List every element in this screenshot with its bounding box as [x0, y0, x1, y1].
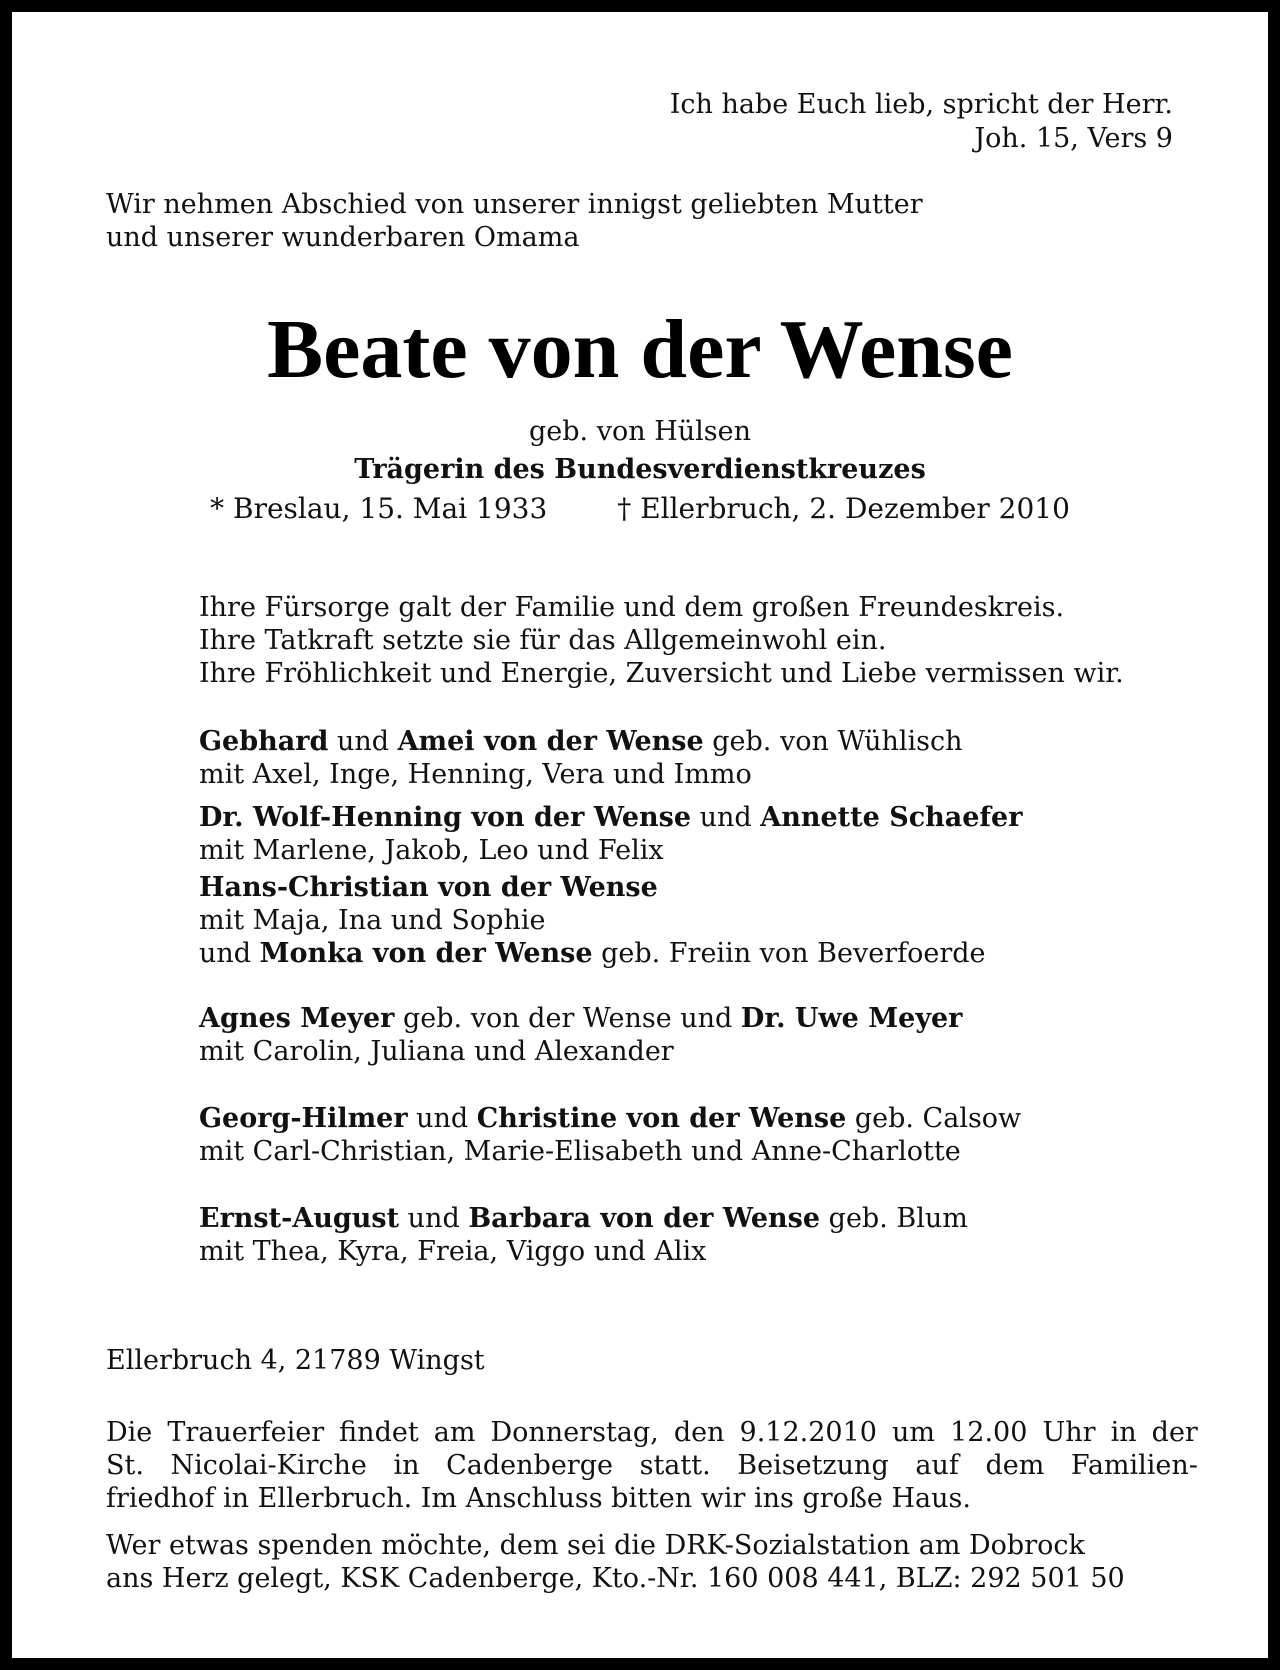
scripture-text: Ich habe Euch lieb, spricht der Herr.: [669, 89, 1173, 120]
word: den: [673, 1417, 725, 1448]
word: dem: [985, 1450, 1045, 1481]
word: Uhr: [1042, 1417, 1096, 1448]
tribute-line-3: Ihre Fröhlichkeit und Energie, Zuversicht und Liebe vermissen wir.: [199, 658, 1124, 689]
maiden-name: geb. von Hülsen: [529, 416, 751, 447]
family-group: [199, 1102, 1022, 1168]
family-text: und: [407, 1103, 477, 1134]
word: 9.12.2010: [739, 1417, 877, 1448]
word: um: [892, 1417, 936, 1448]
tribute-line-1: Ihre Fürsorge galt der Familie und dem großen Freundeskreis.: [199, 592, 1065, 623]
intro-text: [106, 188, 923, 254]
funeral-service-info: [106, 1416, 1198, 1515]
family-name-bold: Barbara von der Wense: [468, 1203, 821, 1234]
death-date: † Ellerbruch, 2. Dezember 2010: [617, 492, 1070, 525]
family-name-bold: Monka von der Wense: [259, 938, 593, 969]
scripture-quote: [670, 88, 1173, 156]
family-name-bold: Georg-Hilmer: [199, 1103, 408, 1134]
word: St.: [106, 1450, 144, 1481]
word: 12.00: [950, 1417, 1028, 1448]
family-name-bold: Christine von der Wense: [476, 1103, 847, 1134]
life-dates: [12, 492, 1268, 526]
family-name-bold: Amei von der Wense: [397, 726, 704, 757]
service-line-1: [106, 1416, 1198, 1449]
family-name-bold: Hans-Christian von der Wense: [199, 872, 658, 903]
word: statt.: [639, 1450, 711, 1481]
deceased-name: Beate von der Wense: [267, 303, 1013, 396]
family-name-bold: Dr. Uwe Meyer: [740, 1003, 963, 1034]
birth-date: * Breslau, 15. Mai 1933: [210, 492, 548, 525]
family-group: [199, 801, 1022, 867]
family-spouse-line: [199, 937, 1022, 970]
family-children-line: mit Marlene, Jakob, Leo und Felix: [199, 835, 664, 866]
family-name-bold: Ernst-August: [199, 1203, 400, 1234]
word: Beisetzung: [737, 1450, 889, 1481]
family-parents-line: [199, 1102, 1022, 1135]
intro-line-2: und unserer wunderbaren Omama: [106, 222, 580, 253]
donation-line-2: ans Herz gelegt, KSK Cadenberge, Kto.-Nr. 160 008 441, BLZ: 292 501 50: [106, 1563, 1125, 1594]
donation-info: [106, 1529, 1198, 1595]
family-parents-line: [199, 1202, 1022, 1235]
family-mourners: [199, 725, 1022, 1268]
family-group: [199, 725, 1022, 791]
honor-line: Trägerin des Bundesverdienstkreuzes: [354, 454, 926, 485]
word: Nicolai-Kirche: [170, 1450, 367, 1481]
word: Familien-: [1070, 1450, 1198, 1481]
family-text: und: [328, 726, 398, 757]
family-name-bold: Dr. Wolf-Henning von der Wense: [199, 802, 692, 833]
word: auf: [915, 1450, 959, 1481]
service-line-2: [106, 1449, 1198, 1482]
tribute-line-2: Ihre Tatkraft setzte sie für das Allgemeinwohl ein.: [199, 625, 887, 656]
family-parents-line: [199, 725, 1022, 758]
family-parents-line: [199, 1002, 1022, 1035]
family-parents-line: [199, 801, 1022, 834]
family-text: geb. von Wühlisch: [703, 726, 963, 757]
service-line-3: friedhof in Ellerbruch. Im Anschluss bitten wir ins große Haus.: [106, 1483, 971, 1514]
family-text: und: [199, 938, 260, 969]
family-name-bold: Annette Schaefer: [760, 802, 1023, 833]
word: der: [1151, 1417, 1198, 1448]
family-group: [199, 1202, 1022, 1268]
donation-line-1: Wer etwas spenden möchte, dem sei die DRK-Sozialstation am Dobrock: [106, 1530, 1085, 1561]
family-text: geb. Calsow: [846, 1103, 1022, 1134]
word: in: [393, 1450, 420, 1481]
family-text: geb. von der Wense und: [394, 1003, 741, 1034]
family-children-line: mit Thea, Kyra, Freia, Viggo und Alix: [199, 1236, 707, 1267]
word: am: [433, 1417, 476, 1448]
family-group: [199, 871, 1022, 970]
tribute-text: [199, 591, 1124, 690]
family-text: geb. Freiin von Beverfoerde: [592, 938, 986, 969]
family-children-line: mit Axel, Inge, Henning, Vera und Immo: [199, 759, 752, 790]
family-name-bold: Agnes Meyer: [199, 1003, 395, 1034]
family-children-line: mit Carolin, Juliana und Alexander: [199, 1036, 674, 1067]
family-text: geb. Blum: [820, 1203, 968, 1234]
scripture-reference: Joh. 15, Vers 9: [974, 123, 1173, 154]
address: Ellerbruch 4, 21789 Wingst: [106, 1345, 485, 1376]
family-text: und: [691, 802, 761, 833]
word: Cadenberge: [446, 1450, 613, 1481]
word: Trauerfeier: [167, 1417, 325, 1448]
word: Donnerstag,: [490, 1417, 659, 1448]
word: in: [1110, 1417, 1137, 1448]
intro-line-1: Wir nehmen Abschied von unserer innigst geliebten Mutter: [106, 189, 923, 220]
word: Die: [106, 1417, 153, 1448]
family-children-line: mit Carl-Christian, Marie-Elisabeth und Anne-Charlotte: [199, 1136, 961, 1167]
family-children-line: mit Maja, Ina und Sophie: [199, 905, 546, 936]
family-text: und: [399, 1203, 469, 1234]
family-name-bold: Gebhard: [199, 726, 329, 757]
family-group: [199, 1002, 1022, 1068]
word: findet: [339, 1417, 419, 1448]
family-parents-line: [199, 871, 1022, 904]
